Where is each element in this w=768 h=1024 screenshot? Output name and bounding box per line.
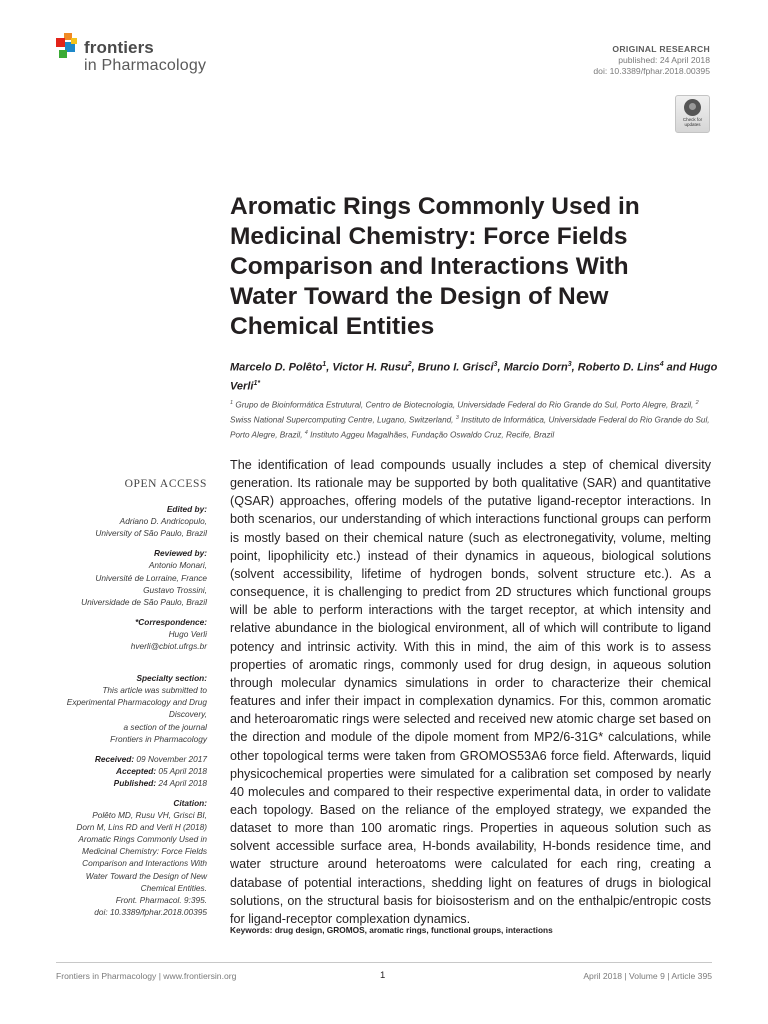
- journal-name-subject: in Pharmacology: [84, 57, 207, 74]
- check-badge-line1: Check for: [682, 117, 703, 122]
- author-affiliation-mark: 1*: [253, 379, 261, 387]
- specialty-line: Experimental Pharmacology and Drug: [66, 697, 207, 708]
- specialty-line: Frontiers in Pharmacology: [110, 733, 207, 744]
- correspondence-name: Hugo Verli: [168, 628, 207, 639]
- footer-issue-info: April 2018 | Volume 9 | Article 395: [583, 971, 712, 981]
- citation-line: Chemical Entities.: [140, 882, 207, 893]
- update-check-icon: [684, 99, 701, 116]
- received-label: Received:: [94, 753, 135, 764]
- citation-journal: Front. Pharmacol. 9:395.: [115, 894, 207, 905]
- open-access-label: OPEN ACCESS: [124, 478, 207, 490]
- received-date: [50, 753, 207, 765]
- affiliation-text: Grupo de Bioinformática Estrutural, Centro de Biotecnologia, Universidade Federal do Rio Grande do Sul, Porto Alegre, Brazil,: [233, 400, 696, 410]
- correspondence-label: *Correspondence:: [135, 616, 207, 627]
- affiliations: [230, 397, 718, 442]
- affiliation-mark: 2: [695, 400, 699, 406]
- author-affiliation-mark: 4: [659, 361, 664, 368]
- author-list: Marcelo D. Polêto$^1$, Victor H. Rusu$^2$, Bruno I. Grisci$^3$, Marcio Dorn$^3$, Roberto D. Lins$^4$ and Hugo Verli$^{1*}$: [230, 361, 718, 393]
- author-affiliation-mark: 1: [322, 361, 327, 368]
- footer-journal-site[interactable]: Frontiers in Pharmacology | www.frontiersin.org: [56, 971, 237, 981]
- affiliation-mark: 4: [304, 430, 308, 437]
- frontiers-logo-icon: [56, 33, 82, 63]
- check-badge-line2: updates: [684, 122, 701, 127]
- affiliation-text: Instituto Aggeu Magalhães, Fundação Oswaldo Cruz, Recife, Brazil: [307, 431, 555, 441]
- specialty-line: Discovery,: [168, 709, 207, 720]
- article-title: Aromatic Rings Commonly Used in Medicinal Chemistry: Force Fields Comparison and Interactions With Water Toward the Design of New Chemical Entities: [230, 193, 640, 340]
- affiliation-mark: 3: [455, 415, 459, 422]
- article-meta: [593, 44, 710, 77]
- specialty-line: This article was submitted to: [102, 685, 207, 696]
- author-affiliation-mark: 3: [493, 361, 498, 368]
- editor-line: Adriano D. Andricopulo,: [119, 516, 207, 527]
- affiliation-mark: 1: [230, 400, 234, 406]
- reviewer-line: Université de Lorraine, France: [95, 572, 207, 583]
- published-date: published: 24 April 2018: [618, 55, 710, 65]
- citation-line: Polêto MD, Rusu VH, Grisci BI,: [92, 810, 207, 821]
- reviewed-by-label: Reviewed by:: [153, 548, 207, 559]
- affiliation-text: Swiss National Supercomputing Centre, Lugano, Switzerland,: [230, 415, 456, 425]
- article-type: ORIGINAL RESEARCH: [612, 44, 710, 54]
- specialty-line: a section of the journal: [123, 721, 207, 732]
- reviewed-by-section: [50, 547, 207, 607]
- citation-line: Dorn M, Lins RD and Verli H (2018): [76, 822, 207, 833]
- citation-section: [50, 797, 207, 918]
- accepted-label: Accepted:: [115, 765, 157, 776]
- published-label: Published:: [113, 777, 157, 788]
- reviewer-line: Gustavo Trossini,: [143, 584, 207, 595]
- correspondence-email[interactable]: hverli@cbiot.ufrgs.br: [130, 641, 207, 652]
- check-for-updates-badge[interactable]: [675, 95, 710, 133]
- author-name: Bruno I. Grisci: [417, 361, 494, 374]
- author-affiliation-mark: 2: [407, 361, 412, 368]
- citation-doi[interactable]: doi: 10.3389/fphar.2018.00395: [94, 906, 207, 917]
- author-name: Marcelo D. Polêto: [230, 361, 323, 374]
- citation-line: Water Toward the Design of New: [85, 870, 207, 881]
- accepted-date: [50, 765, 207, 777]
- citation-label: Citation:: [173, 797, 207, 808]
- affiliation-text: Instituto de Informática, Universidade Federal do Rio Grande do Sul, Porto Alegre, Brazil,: [230, 415, 710, 441]
- published-date-sidebar: [50, 777, 207, 789]
- article-info-sidebar: [50, 478, 207, 926]
- journal-logo[interactable]: [56, 33, 226, 79]
- specialty-section: [50, 672, 207, 745]
- page-number: 1: [380, 970, 386, 981]
- received-value: 09 November 2017: [134, 753, 207, 764]
- citation-line: Medicinal Chemistry: Force Fields: [82, 846, 207, 857]
- citation-line: Aromatic Rings Commonly Used in: [78, 834, 207, 845]
- citation-line: Comparison and Interactions With: [82, 858, 207, 869]
- author-affiliation-mark: 3: [567, 361, 572, 368]
- keywords-text: Keywords: drug design, GROMOS, aromatic rings, functional groups, interactions: [230, 925, 553, 935]
- specialty-label: Specialty section:: [136, 673, 207, 684]
- editor-line: University of São Paulo, Brazil: [95, 528, 207, 539]
- edited-by-section: [50, 503, 207, 539]
- reviewer-line: Antonio Monari,: [148, 560, 207, 571]
- author-name: Marcio Dorn: [503, 361, 568, 374]
- dates-section: [50, 753, 207, 789]
- author-name: Roberto D. Lins: [577, 361, 660, 374]
- author-name: Victor H. Rusu: [332, 361, 408, 374]
- keywords-line: [230, 924, 711, 936]
- author-name: Hugo Verli: [230, 361, 718, 393]
- reviewer-line: Universidade de São Paulo, Brazil: [81, 596, 207, 607]
- article-doi[interactable]: doi: 10.3389/fphar.2018.00395: [593, 66, 710, 76]
- journal-name-brand: frontiers: [84, 38, 154, 57]
- abstract-text: The identification of lead compounds usually includes a step of chemical diversity generation. Its rationale may be supported by both qualitative (SAR) and quantitative (QSAR) approaches, offering models of the putative ligand-receptor interactions. In both scenarios, our understanding of which interactions functional groups can perform is mostly based on their chemical nature (such as electronegativity, volume, melting point, lipophilicity etc.) instead of their dynamics in aqueous, biological solutions (solvent accessibility, lifetime of hydrogen bonds, solvent structure etc.). As a consequence, it is challenging to predict from 2D structures which functional groups will be able to perform interactions with the target receptor, at which intensity and relative abundance in the biological environment, all of which will contribute to ligand potency and intrinsic activity. With this in mind, the aim of this work is to assess properties of aromatic rings, commonly used for drug design, in aqueous solution through molecular dynamics simulations in order to characterize their chemical features and infer their impact in complexation dynamics. For this, common aromatic and heteroaromatic rings were selected and received new atomic charge set based on the direction and module of the dipole moment from MP2/6-31G* calculations, while other topological terms were taken from GROMOS53A6 force field. Afterwards, liquid physicochemical properties were simulated for a calibration set composed by nearly 40 molecules and compared to their respective experimental data, in order to validate each topology. Based on the reliance of the employed strategy, we expanded the dataset to more than 100 aromatic rings. Properties in aqueous solution such as solvent accessible surface area, H-bonds availability, H-bonds residence time, and water structure around heteroatoms were calculated for each ring, creating a database of potential interactions, shedding light on features of drugs in biological solutions, on the structural basis for bioisosterism and on the enthalpic/entropic costs for ligand-receptor complexation dynamics.: [230, 458, 711, 926]
- correspondence-section: [50, 616, 207, 652]
- accepted-value: 05 April 2018: [156, 765, 207, 776]
- published-value: 24 April 2018: [156, 777, 207, 788]
- edited-by-label: Edited by:: [166, 504, 207, 515]
- footer-divider: [56, 962, 712, 963]
